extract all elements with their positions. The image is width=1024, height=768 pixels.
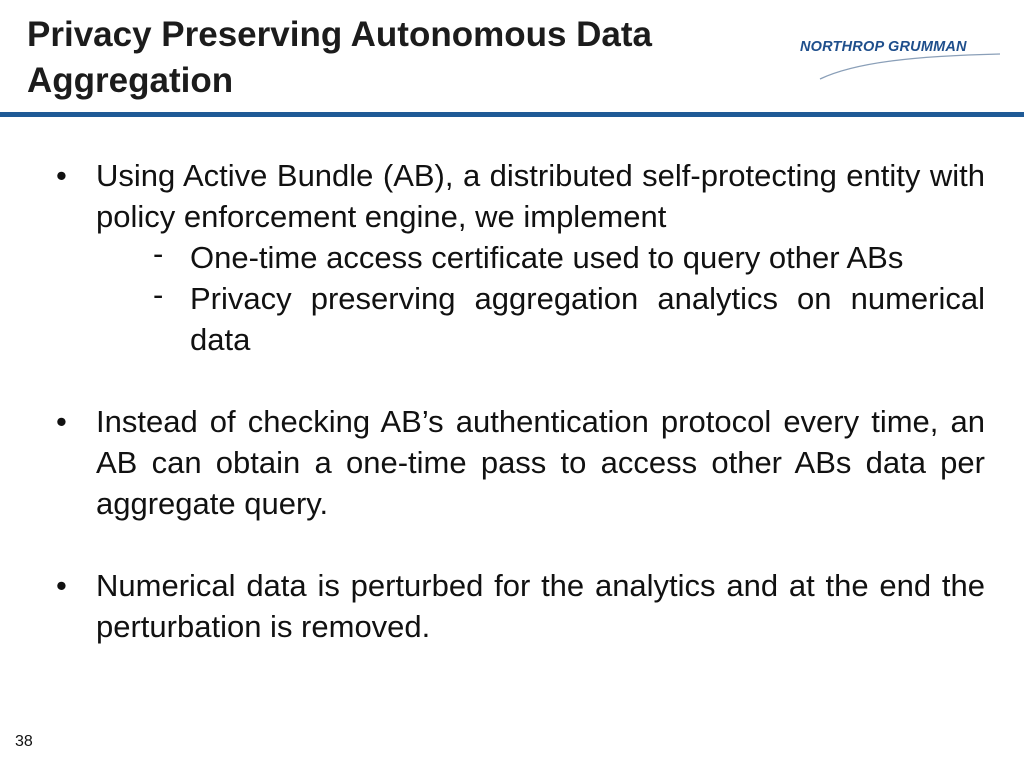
sub-item-text: One-time access certificate used to query other ABs [190,240,904,275]
bullet-item-3 [55,565,985,647]
bullet-text: Numerical data is perturbed for the analytics and at the end the perturbation is removed. [96,568,985,644]
sub-item-1 [55,237,985,278]
bullet-marker: • [56,158,67,193]
sub-item-text: Privacy preserving aggregation analytics on numerical data [190,281,985,357]
bullet-text: Using Active Bundle (AB), a distributed self-protecting entity with policy enforcement engine, we implement [96,158,985,234]
bullet-item-1 [55,155,985,360]
bullet-marker: • [56,568,67,603]
dash-marker: - [153,236,164,271]
sub-item-2 [55,278,985,360]
logo-wordmark: NORTHROP GRUMMAN [800,39,967,55]
bullet-marker: • [56,404,67,439]
slide-title-line-2: Aggregation [27,61,234,100]
slide-title-line-1: Privacy Preserving Autonomous Data [27,15,653,54]
slide-body [55,155,985,688]
bullet-item-2 [55,401,985,524]
page-number: 38 [15,733,33,750]
slide-title [27,12,767,104]
bullet-text: Instead of checking AB’s authentication protocol every time, an AB can obtain a one-time pass to access other ABs data per aggregate query. [96,404,985,521]
dash-marker: - [153,277,164,312]
title-divider [0,112,1024,117]
northrop-grumman-logo [796,34,1002,84]
